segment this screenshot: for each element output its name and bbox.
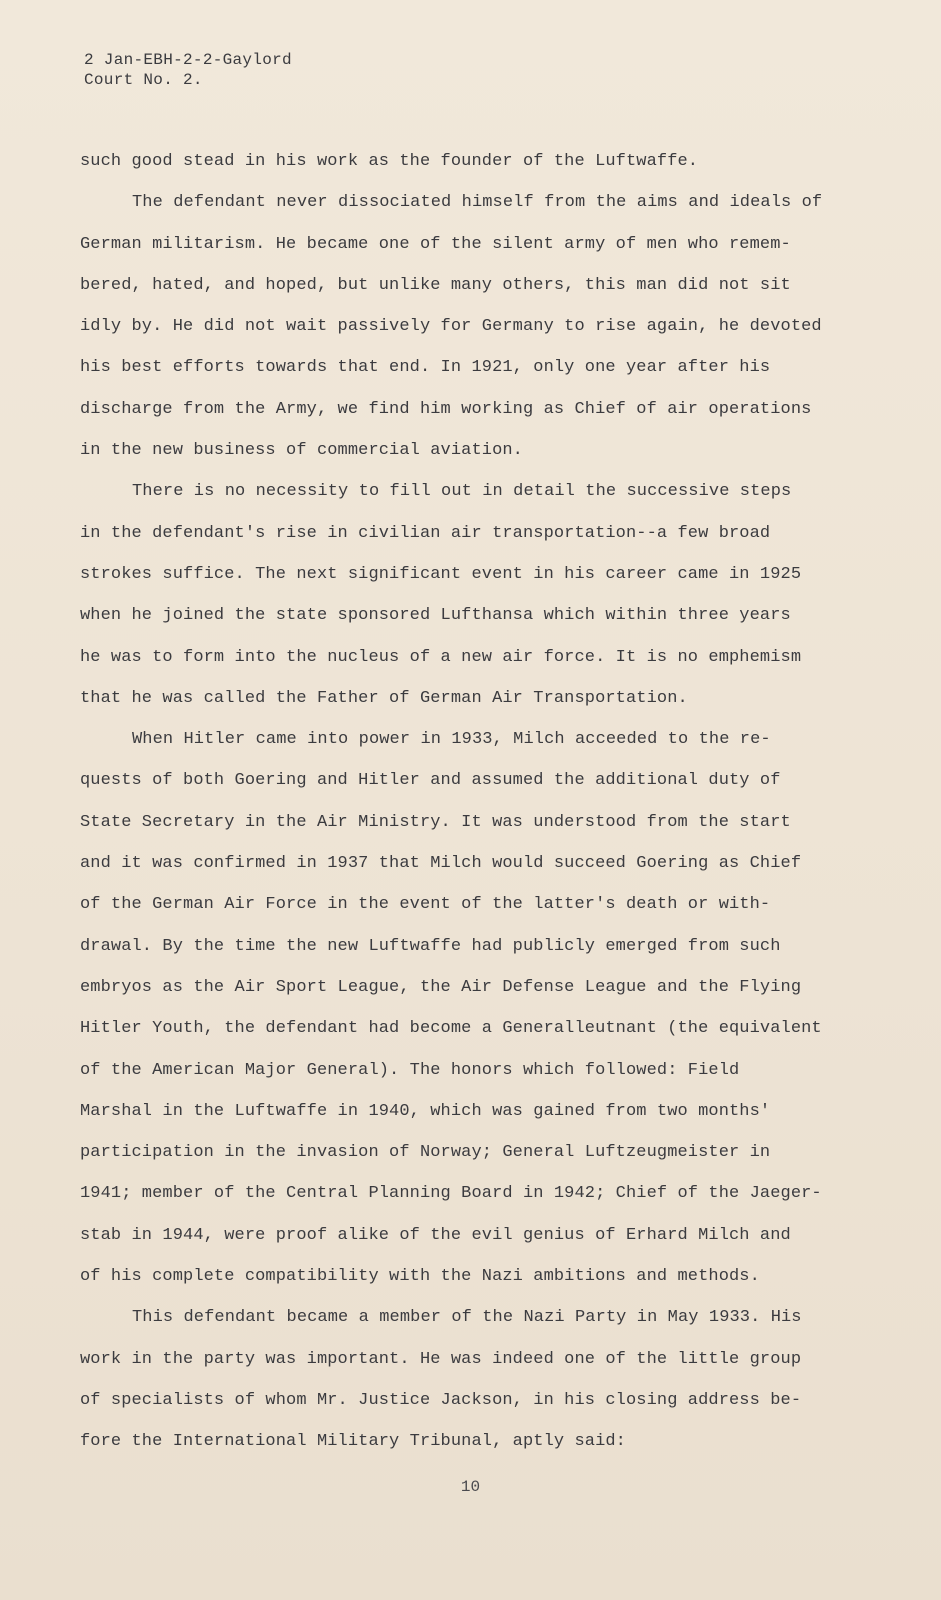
text-line: drawal. By the time the new Luftwaffe had publicly emerged from such — [80, 936, 781, 956]
text-line: of specialists of whom Mr. Justice Jackson, in his closing address be- — [80, 1390, 802, 1410]
text-line: 1941; member of the Central Planning Board in 1942; Chief of the Jaeger- — [80, 1184, 822, 1204]
text-line: when he joined the state sponsored Lufthansa which within three years — [80, 606, 791, 626]
text-line: that he was called the Father of German Air Transportation. — [80, 688, 688, 708]
text-line: of the American Major General). The honors which followed: Field — [80, 1060, 740, 1080]
text-line: idly by. He did not wait passively for Germany to rise again, he devoted — [80, 317, 822, 337]
text-line: German militarism. He became one of the silent army of men who remem- — [80, 234, 791, 254]
text-line: Marshal in the Luftwaffe in 1940, which was gained from two months' — [80, 1101, 771, 1121]
text-line: of the German Air Force in the event of the latter's death or with- — [80, 895, 771, 915]
text-line: When Hitler came into power in 1933, Milch acceeded to the re- — [132, 730, 771, 750]
text-line: discharge from the Army, we find him working as Chief of air operations — [80, 399, 812, 419]
page-number: 10 — [460, 1478, 481, 1496]
text-line: of his complete compatibility with the Nazi ambitions and methods. — [80, 1267, 760, 1287]
text-line: The defendant never dissociated himself from the aims and ideals of — [132, 193, 823, 213]
text-line: such good stead in his work as the founder of the Luftwaffe. — [80, 152, 699, 171]
text-line: and it was confirmed in 1937 that Milch would succeed Goering as Chief — [80, 854, 802, 874]
text-line: work in the party was important. He was indeed one of the little group — [80, 1349, 802, 1369]
text-line: Hitler Youth, the defendant had become a Generalleutnant (the equivalent — [80, 1019, 822, 1039]
text-line: This defendant became a member of the Nazi Party in May 1933. His — [132, 1308, 802, 1328]
text-line: participation in the invasion of Norway; General Luftzeugmeister in — [80, 1143, 771, 1163]
text-line: stab in 1944, were proof alike of the evil genius of Erhard Milch and — [80, 1225, 791, 1245]
document-header — [84, 50, 292, 90]
text-line: State Secretary in the Air Ministry. It was understood from the start — [80, 812, 791, 832]
text-line: bered, hated, and hoped, but unlike many others, this man did not sit — [80, 275, 791, 295]
text-line: he was to form into the nucleus of a new air force. It is no emphemism — [80, 647, 802, 667]
text-line: There is no necessity to fill out in detail the successive steps — [132, 482, 792, 502]
document-body — [80, 150, 840, 1472]
text-line: embryos as the Air Sport League, the Air Defense League and the Flying — [80, 977, 802, 997]
header-court: Court No. 2. — [84, 71, 203, 89]
text-line: quests of both Goering and Hitler and assumed the additional duty of — [80, 771, 781, 791]
text-line: in the defendant's rise in civilian air transportation--a few broad — [80, 523, 771, 543]
text-line: his best efforts towards that end. In 1921, only one year after his — [80, 358, 771, 378]
text-line: in the new business of commercial aviation. — [80, 441, 523, 461]
header-reference: 2 Jan-EBH-2-2-Gaylord — [84, 51, 292, 69]
text-line: fore the International Military Tribunal, aptly said: — [80, 1432, 626, 1452]
text-line: strokes suffice. The next significant event in his career came in 1925 — [80, 564, 802, 584]
